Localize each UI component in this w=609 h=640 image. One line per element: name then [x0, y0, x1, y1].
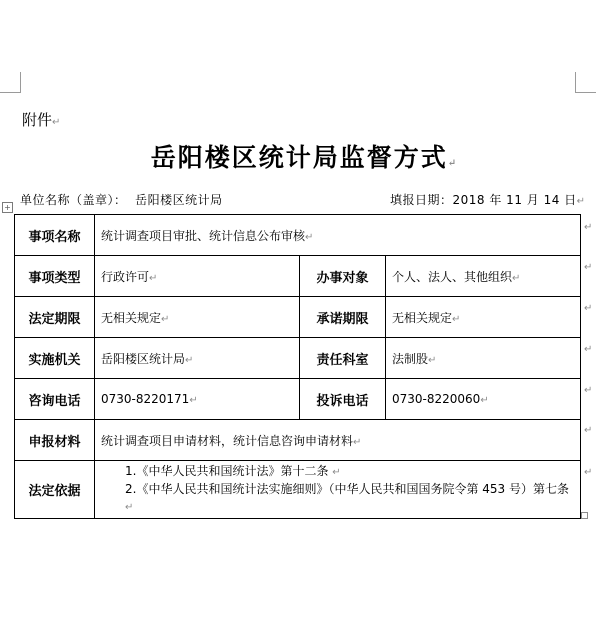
row-end-mark: ↵ — [584, 262, 593, 273]
basis-value[interactable] — [95, 461, 581, 519]
legal-limit-label: 法定期限 — [15, 297, 95, 338]
row-end-mark: ↵ — [584, 425, 593, 436]
legal-limit-value[interactable] — [95, 297, 300, 338]
document-title — [0, 138, 609, 174]
paragraph-mark: ↵ — [353, 436, 362, 448]
paragraph-mark: ↵ — [161, 313, 170, 325]
consult-phone-label: 咨询电话 — [15, 379, 95, 420]
materials-value[interactable] — [95, 420, 581, 461]
table-row — [15, 461, 581, 519]
dept-label: 责任科室 — [300, 338, 386, 379]
report-date-value: 2018 年 11 月 14 日 — [452, 193, 577, 207]
materials-label: 申报材料 — [15, 420, 95, 461]
unit-name-line — [20, 191, 223, 208]
paragraph-mark: ↵ — [447, 158, 459, 169]
target-text: 个人、法人、其他组织 — [392, 269, 513, 284]
agency-text: 岳阳楼区统计局 — [101, 351, 186, 366]
item-type-label: 事项类型 — [15, 256, 95, 297]
item-name-label: 事项名称 — [15, 215, 95, 256]
promise-limit-label: 承诺期限 — [300, 297, 386, 338]
consult-phone-value[interactable] — [95, 379, 300, 420]
basis-line-1 — [101, 463, 574, 481]
table-row — [15, 338, 581, 379]
table-row — [15, 256, 581, 297]
target-value[interactable] — [386, 256, 581, 297]
paragraph-mark: ↵ — [52, 117, 61, 128]
paragraph-mark: ↵ — [428, 354, 437, 366]
complaint-phone-value[interactable] — [386, 379, 581, 420]
target-label: 办事对象 — [300, 256, 386, 297]
consult-phone-text: 0730-8220171 — [101, 392, 190, 406]
paragraph-mark: ↵ — [452, 313, 461, 325]
promise-limit-text: 无相关规定 — [392, 310, 453, 325]
basis-label: 法定依据 — [15, 461, 95, 519]
report-date-label: 填报日期： — [390, 193, 453, 207]
supervision-table — [14, 214, 581, 519]
item-name-text: 统计调查项目审批、统计信息公布审核 — [101, 228, 306, 243]
attachment-heading — [22, 109, 60, 130]
item-type-text: 行政许可 — [101, 269, 150, 284]
paragraph-mark: ↵ — [576, 196, 586, 207]
row-end-mark: ↵ — [584, 303, 593, 314]
complaint-phone-label: 投诉电话 — [300, 379, 386, 420]
agency-value[interactable] — [95, 338, 300, 379]
row-end-mark: ↵ — [584, 385, 593, 396]
row-end-mark: ↵ — [584, 222, 593, 233]
table-end-marker — [581, 512, 588, 519]
agency-label: 实施机关 — [15, 338, 95, 379]
dept-value[interactable] — [386, 338, 581, 379]
promise-limit-value[interactable] — [386, 297, 581, 338]
paragraph-mark: ↵ — [185, 354, 194, 366]
paragraph-mark: ↵ — [125, 502, 134, 513]
unit-name-label: 单位名称（盖章）： — [20, 193, 127, 207]
table-row — [15, 420, 581, 461]
row-end-mark: ↵ — [584, 344, 593, 355]
materials-text: 统计调查项目申请材料，统计信息咨询申请材料 — [101, 433, 354, 448]
unit-name-value: 岳阳楼区统计局 — [135, 193, 223, 207]
document-title-text: 岳阳楼区统计局监督方式 — [150, 143, 448, 172]
crop-mark-top-left — [0, 72, 21, 93]
paragraph-mark: ↵ — [332, 467, 341, 478]
legal-limit-text: 无相关规定 — [101, 310, 162, 325]
table-move-handle-icon[interactable]: + — [2, 202, 13, 213]
item-type-value[interactable] — [95, 256, 300, 297]
row-end-mark: ↵ — [584, 467, 593, 478]
paragraph-mark: ↵ — [189, 395, 198, 406]
paragraph-mark: ↵ — [480, 395, 489, 406]
table-row — [15, 215, 581, 256]
basis-line-2 — [101, 481, 574, 516]
basis-line-1-text: 1.《中华人民共和国统计法》第十二条 — [125, 464, 329, 478]
attachment-label: 附件 — [22, 111, 53, 129]
basis-line-2-text: 2.《中华人民共和国统计法实施细则》（中华人民共和国国务院令第 453 号）第七条 — [125, 482, 569, 496]
crop-mark-top-right — [575, 72, 596, 93]
paragraph-mark: ↵ — [149, 272, 158, 284]
item-name-value[interactable] — [95, 215, 581, 256]
paragraph-mark: ↵ — [512, 272, 521, 284]
table-row — [15, 297, 581, 338]
complaint-phone-text: 0730-8220060 — [392, 392, 481, 406]
dept-text: 法制股 — [392, 351, 429, 366]
table-row — [15, 379, 581, 420]
paragraph-mark: ↵ — [305, 231, 314, 243]
report-date-line — [390, 191, 586, 208]
